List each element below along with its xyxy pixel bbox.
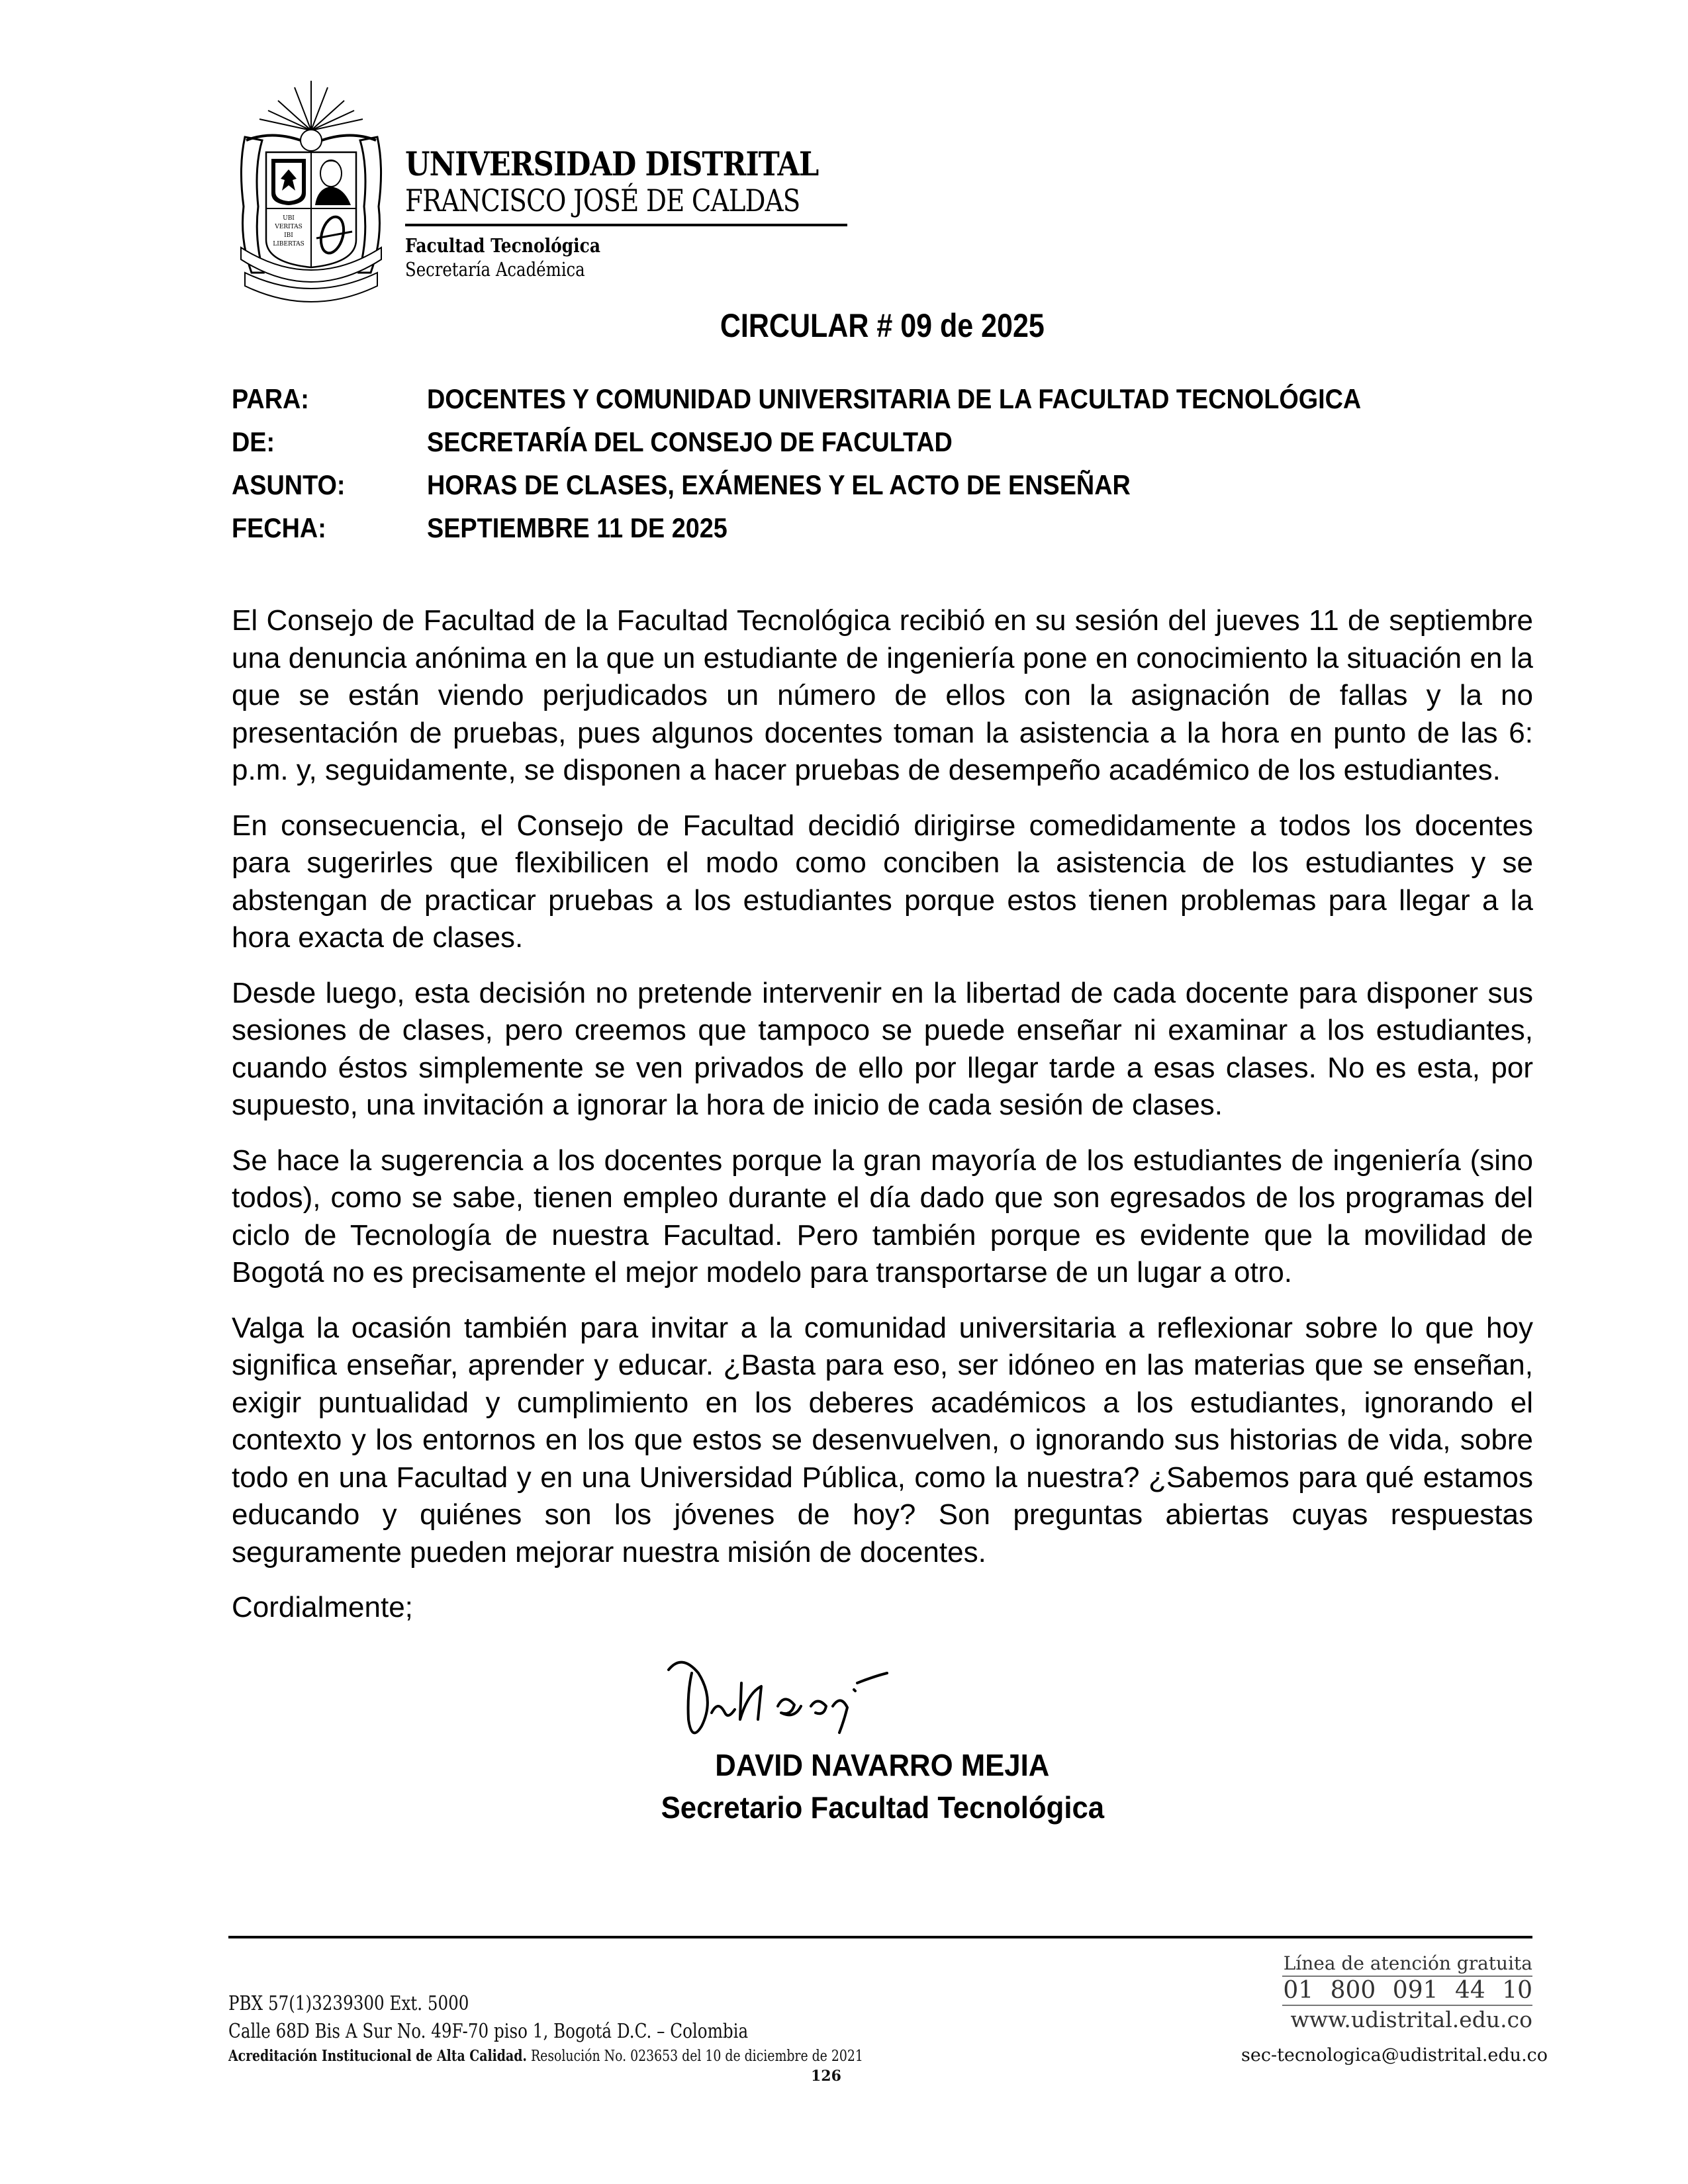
memo-row-de — [232, 420, 1533, 463]
university-name-line1: UNIVERSIDAD DISTRITAL — [405, 144, 819, 183]
footer-hotline — [1241, 1952, 1548, 2067]
letterhead — [232, 74, 854, 312]
university-name-block — [405, 146, 855, 281]
handwritten-signature-icon — [662, 1647, 1092, 1746]
crest-motto-line: VERITAS — [275, 224, 303, 230]
accreditation-resolution: Resolución No. 023653 del 10 de diciembre de 2021 — [530, 2048, 863, 2065]
body-paragraph: El Consejo de Facultad de la Facultad Tecnológica recibió en su sesión del jueves 11 de septiembre una denuncia anónima en la que un estudiante de ingeniería pone en conocimiento la situación en la que se están viendo perjudicados un número de ellos con la asignación de fallas y la no presentación de pruebas, pues algunos docentes toman la asistencia a la hora en punto de las 6: p.m. y, seguidamente, se disponen a hacer pruebas de desempeño académico de los estudiantes. — [232, 604, 1533, 786]
memo-row-para — [232, 377, 1533, 420]
footer-divider — [228, 1936, 1532, 1938]
circular-body — [232, 602, 1533, 1627]
body-paragraph: Valga la ocasión también para invitar a la comunidad universitaria a reflexionar sobre lo que hoy significa enseñar, aprender y educar. ¿Basta para eso, ser idóneo en las materias que se enseñan, exigir puntualidad y cumplimiento en los deberes académicos a los estudiantes, ignorando el contexto y los entornos en los que estos se desenvuelven, o ignorando sus historias de vida, sobre todo en una Facultad y en una Universidad Pública, como la nuestra? ¿Sabemos para qué estamos educando y quiénes son los jóvenes de hoy? Son preguntas abiertas cuyas respuestas seguramente pueden mejorar nuestra misión de docentes. — [232, 1311, 1533, 1569]
university-name-line2: FRANCISCO JOSÉ DE CALDAS — [405, 183, 800, 218]
letterhead-divider — [405, 224, 847, 226]
body-paragraph: En consecuencia, el Consejo de Facultad decidió dirigirse comedidamente a todos los docentes para sugerirles que flexibilicen el modo como conciben la asistencia de los estudiantes y se abstengan de practicar pruebas a los estudiantes porque estos tienen problemas para llegar a la hora exacta de clases. — [232, 809, 1533, 954]
hotline-number: 01 800 091 44 10 — [1282, 1977, 1532, 2006]
footer-accreditation — [228, 2046, 863, 2067]
circular-title-text: CIRCULAR # 09 de 2025 — [720, 307, 1045, 344]
page-number: 126 — [811, 2068, 841, 2085]
closing-salutation: Cordialmente; — [232, 1591, 413, 1623]
crest-motto-line: LIBERTAS — [273, 241, 305, 248]
memo-row-asunto — [232, 463, 1533, 506]
signer-title-text: Secretario Facultad Tecnológica — [661, 1790, 1104, 1825]
signer-name — [232, 1746, 1533, 1784]
memo-label: PARA: — [232, 383, 309, 414]
memo-value: DOCENTES Y COMUNIDAD UNIVERSITARIA DE LA FACULTAD TECNOLÓGICA — [427, 383, 1362, 414]
memo-label: ASUNTO: — [232, 469, 346, 500]
crest-motto-line: IBI — [284, 232, 293, 239]
website-link[interactable]: www.udistrital.edu.co — [1290, 2007, 1532, 2032]
circular-main — [232, 306, 1533, 1827]
memo-value: SEPTIEMBRE 11 DE 2025 — [427, 512, 727, 543]
memo-row-fecha — [232, 506, 1533, 549]
footer-contact — [228, 1952, 1002, 2085]
memo-header — [232, 377, 1533, 549]
memo-value: SECRETARÍA DEL CONSEJO DE FACULTAD — [427, 426, 953, 457]
memo-label: DE: — [232, 426, 275, 457]
accreditation-label: Acreditación Institucional de Alta Calidad. — [228, 2047, 527, 2065]
office-name: Secretaría Académica — [405, 258, 585, 281]
memo-label: FECHA: — [232, 512, 326, 543]
signature-area — [232, 1647, 1533, 1746]
footer-address: Calle 68D Bis A Sur No. 49F-70 piso 1, Bogotá D.C. – Colombia — [228, 2020, 749, 2043]
footer-columns — [228, 1952, 1548, 2085]
university-crest-logo — [232, 74, 391, 312]
signer-title — [232, 1788, 1533, 1827]
body-paragraph: Se hace la sugerencia a los docentes porque la gran mayoría de los estudiantes de ingeniería (sino todos), como se sabe, tienen empleo durante el día dado que son egresados de los programas del ciclo de Tecnología de nuestra Facultad. Pero también porque es evidente que la movilidad de Bogotá no es precisamente el mejor modelo para transportarse de un lugar a otro. — [232, 1144, 1533, 1289]
footer-pbx: PBX 57(1)3239300 Ext. 5000 — [228, 1992, 469, 2015]
body-paragraph: Desde luego, esta decisión no pretende intervenir en la libertad de cada docente para disponer sus sesiones de clases, pero creemos que tampoco se puede enseñar ni examinar a los estudiantes, cuando éstos simplemente se ven privados de ello por llegar tarde a esas clases. No es esta, por supuesto, una invitación a ignorar la hora de inicio de cada sesión de clases. — [232, 976, 1533, 1121]
email-link[interactable]: sec-tecnologica@udistrital.edu.co — [1241, 2045, 1548, 2066]
footer — [228, 1936, 1548, 2085]
memo-value: HORAS DE CLASES, EXÁMENES Y EL ACTO DE ENSEÑAR — [427, 469, 1131, 500]
hotline-label: Línea de atención gratuita — [1282, 1952, 1532, 1977]
crest-motto-line: UBI — [283, 215, 295, 222]
circular-title — [232, 306, 1533, 345]
faculty-name: Facultad Tecnológica — [405, 234, 600, 257]
sun-rays-icon — [259, 81, 363, 130]
signer-name-text: DAVID NAVARRO MEJIA — [715, 1747, 1050, 1782]
